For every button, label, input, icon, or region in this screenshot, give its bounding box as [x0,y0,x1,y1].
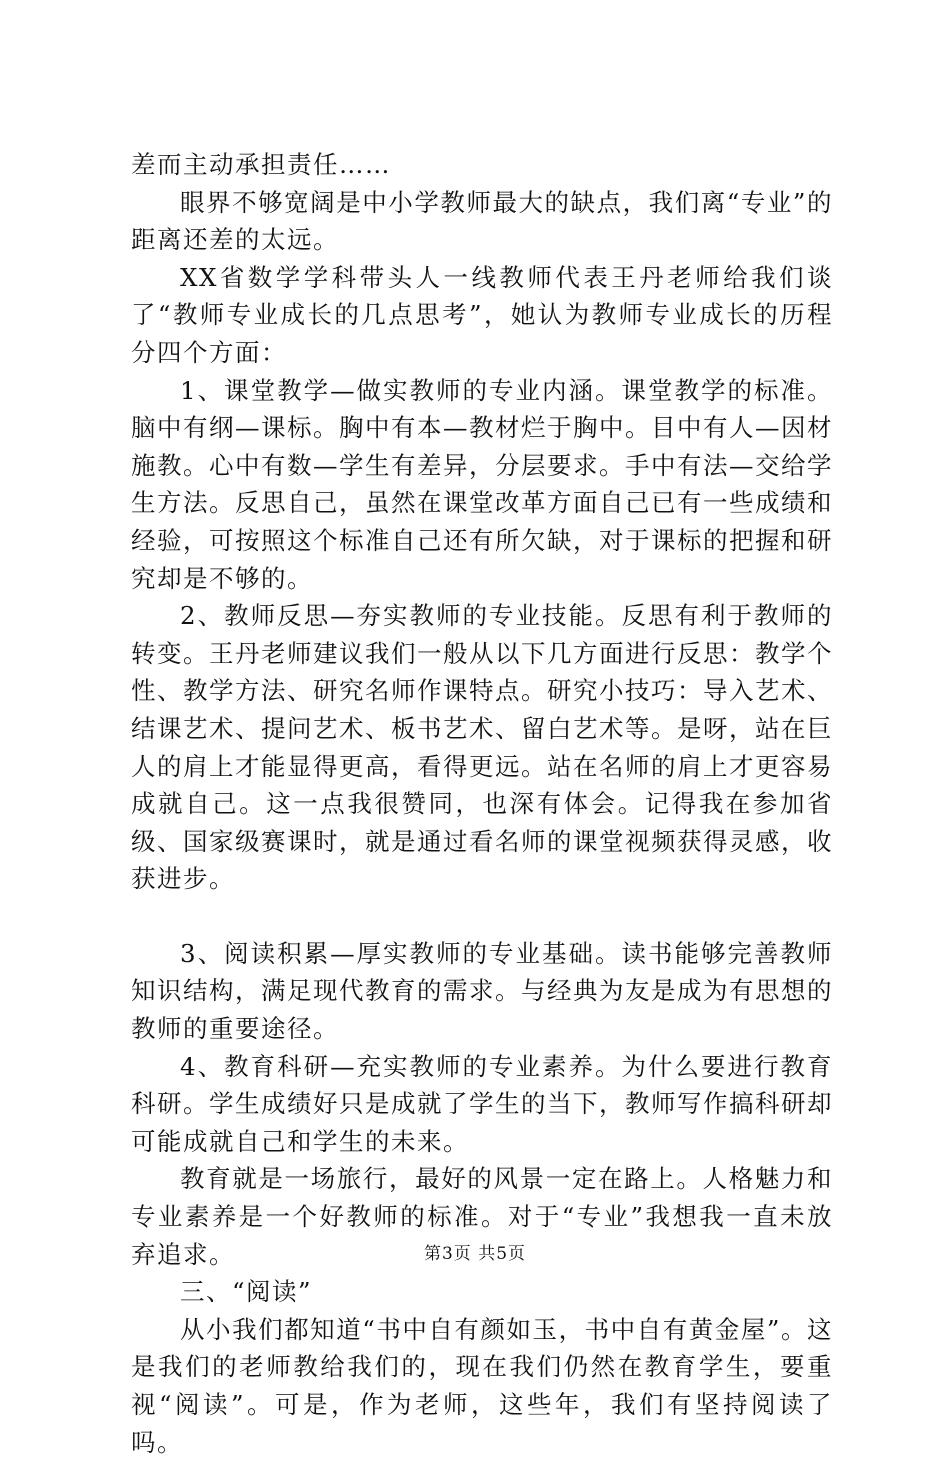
paragraph-point-2-teacher-reflection: 2、教师反思—夯实教师的专业技能。反思有利于教师的转变。王丹老师建议我们一般从以下几方面进行反思：教学个性、教学方法、研究名师作课特点。研究小技巧：导入艺术、结课艺术、提问艺术、板书艺术、留白艺术等。是呀，站在巨人的肩上才能显得更高，看得更远。站在名师的肩上才更容易成就自己。这一点我很赞同，也深有体会。记得我在参加省级、国家级赛课时，就是通过看名师的课堂视频获得灵感，收获进步。 [131,601,833,894]
paragraph-point-4-research: 4、教育科研—充实教师的专业素养。为什么要进行教育科研。学生成绩好只是成就了学生的当下，教师写作搞科研却可能成就自己和学生的未来。 [131,1051,833,1156]
paragraph-reading: 从小我们都知道“书中自有颜如玉，书中自有黄金屋”。这是我们的老师教给我们的，现在我们仍然在教育学生，要重视“阅读”。可是，作为老师，这些年，我们有坚持阅读了吗。 [131,1314,833,1457]
paragraph-vision: 眼界不够宽阔是中小学教师最大的缺点，我们离“专业”的距离还差的太远。 [131,187,833,255]
paragraph-point-3-reading: 3、阅读积累—厚实教师的专业基础。读书能够完善教师知识结构，满足现代教育的需求。与经典为友是成为有思想的教师的重要途径。 [131,938,833,1044]
section-heading-reading: 三、“阅读” [180,1277,313,1307]
paragraph-continuation: 差而主动承担责任…… [131,150,391,179]
paragraph-speaker-intro: XX省数学学科带头人一线教师代表王丹老师给我们谈了“教师专业成长的几点思考”，她认为教师专业成长的历程分四个方面： [131,262,833,367]
paragraph-journey: 教育就是一场旅行，最好的风景一定在路上。人格魅力和专业素养是一个好教师的标准。对于“专业”我想我一直未放弃追求。 [131,1164,833,1269]
paragraph-point-1-classroom-teaching: 1、课堂教学—做实教师的专业内涵。课堂教学的标准。脑中有纲—课标。胸中有本—教材烂于胸中。目中有人—因材施教。心中有数—学生有差异，分层要求。手中有法—交给学生方法。反思自己，虽然在课堂改革方面自己已有一些成绩和经验，可按照这个标准自己还有所欠缺，对于课标的把握和研究却是不够的。 [131,375,833,593]
page-number-footer: 第3页 共5页 [423,1244,527,1264]
